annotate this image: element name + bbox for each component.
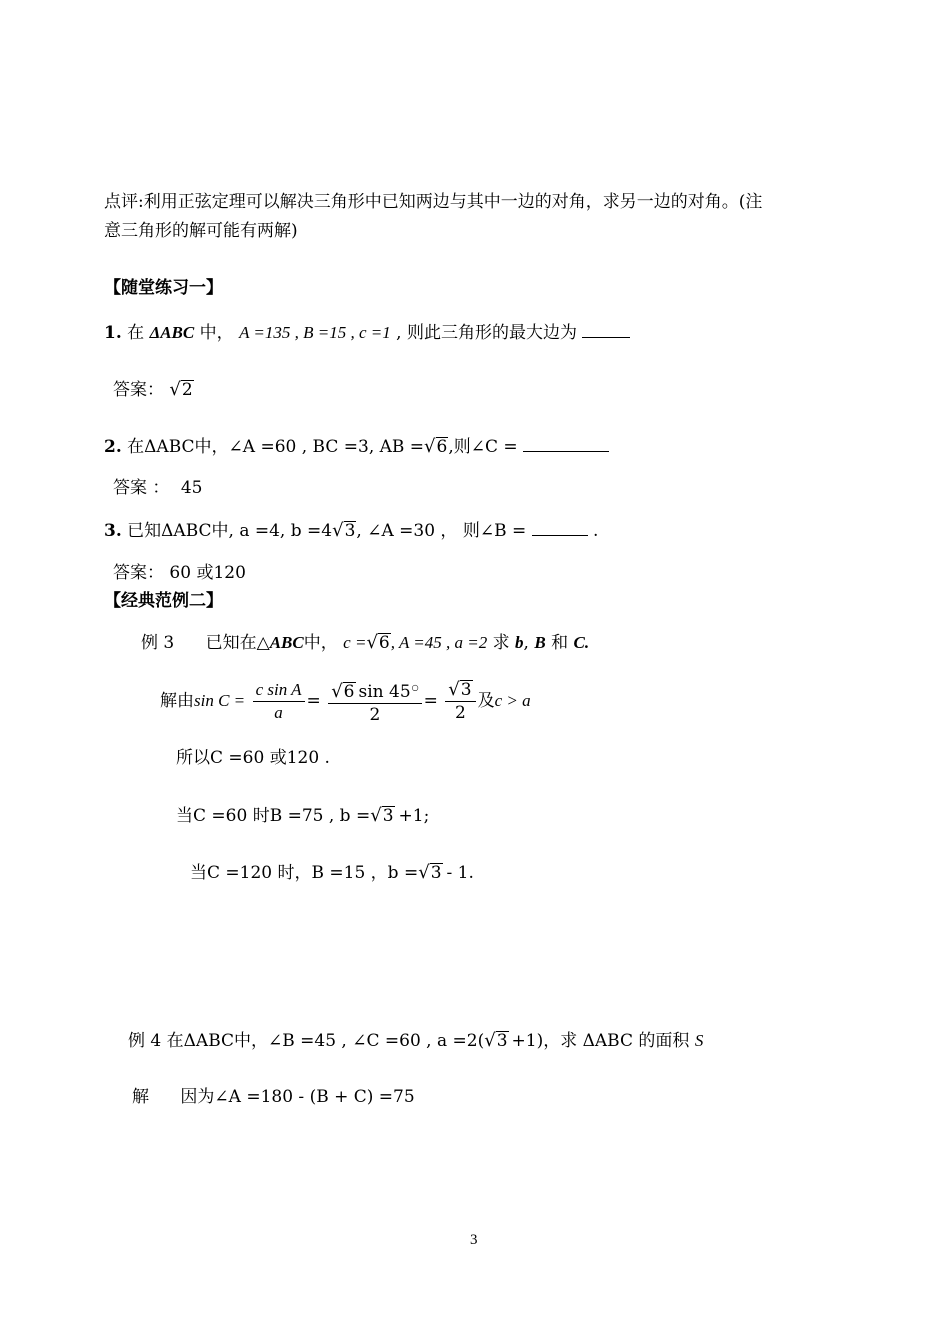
answer-blank — [582, 321, 630, 338]
example-text: 在ΔABC中，∠B =45 , ∠C =60 , a =2( — [166, 1031, 485, 1051]
exercise-text: . — [593, 521, 599, 541]
solution-3-line-1 — [160, 677, 531, 723]
exercise-text: ,则∠C = — [448, 437, 518, 457]
sqrt-sign: √ — [169, 379, 181, 400]
answer-label: 答案： — [113, 380, 164, 400]
comma: , — [523, 633, 529, 653]
example-3 — [141, 632, 589, 654]
radicand: 6 — [378, 633, 390, 653]
triangle-label: ΔABC — [149, 323, 195, 342]
fraction — [328, 677, 421, 726]
solution-3-line-4 — [190, 862, 474, 884]
exercise-number: 3. — [104, 521, 122, 541]
fraction-denominator: 2 — [455, 703, 466, 723]
sqrt-sign: √ — [332, 520, 344, 541]
fraction-denominator: 2 — [369, 705, 381, 725]
solution-text: 及 — [477, 691, 495, 711]
answer-label: 答案 ： — [113, 478, 170, 498]
radicand: 3 — [382, 806, 394, 826]
exercise-2 — [104, 435, 609, 458]
triangle-label: ABC — [269, 633, 304, 652]
fraction-numerator: c sin A — [253, 679, 305, 702]
radicand: 3 — [344, 521, 356, 541]
solution-text: 解由 — [160, 691, 194, 711]
example-condition: , A =45 , a =2 — [390, 633, 488, 652]
sqrt-sign: √ — [484, 1030, 496, 1051]
exercise-text: , ∠A =30 ， 则∠B = — [356, 521, 527, 541]
fraction-numerator: √3 — [445, 679, 475, 702]
example-label: 例 3 — [141, 633, 175, 653]
answer-label: 答案： — [113, 563, 164, 583]
section-heading-examples: 【经典范例二】 — [104, 591, 223, 611]
example-text: 求 — [492, 633, 510, 653]
sqrt-sign: √ — [370, 805, 382, 826]
answer-1 — [113, 379, 194, 401]
example-text: 已知在△ — [205, 633, 270, 653]
exercise-3 — [104, 519, 598, 542]
solution-3-line-3 — [176, 805, 429, 827]
page-number: 3 — [470, 1232, 478, 1248]
exercise-text: , 则此三角形的最大边为 — [396, 323, 577, 343]
answer-2 — [113, 477, 202, 499]
solution-3-line-2: 所以C =60 或120 . — [176, 748, 330, 768]
sqrt-sign: √ — [418, 862, 430, 883]
var-b: b — [515, 633, 524, 652]
exercise-number: 2. — [104, 437, 122, 457]
answer-3 — [113, 562, 246, 584]
exercise-text: 中， — [199, 323, 234, 343]
exercise-text: 在 — [127, 323, 145, 343]
solution-expr: sin C = — [194, 691, 246, 710]
sqrt-sign: √ — [424, 436, 436, 457]
fraction — [445, 679, 475, 724]
var-C: C. — [573, 633, 590, 652]
solution-text: - 1. — [446, 863, 474, 883]
var-B: B — [534, 633, 546, 652]
answer-value: 2 — [181, 380, 193, 400]
answer-blank — [523, 435, 609, 452]
comment-line-1: 点评:利用正弦定理可以解决三角形中已知两边与其中一边的对角，求另一边的对角。(注 — [104, 192, 763, 212]
solution-text: 当C =60 时B =75 , b = — [176, 806, 371, 826]
comment-line-2: 意三角形的解可能有两解) — [104, 221, 298, 241]
radicand: 3 — [496, 1031, 508, 1051]
solution-text: +1; — [398, 806, 430, 826]
exercise-1 — [104, 321, 630, 344]
exercise-text: 在ΔABC中，∠A =60 , BC =3, AB = — [127, 437, 425, 457]
answer-value: 45 — [180, 478, 203, 498]
example-text: 和 — [551, 633, 569, 653]
sqrt-sign: √ — [366, 632, 378, 653]
equals: = — [306, 691, 321, 711]
example-4 — [128, 1030, 703, 1052]
answer-blank — [532, 519, 588, 536]
answer-value: 60 或120 — [169, 563, 246, 583]
example-text: +1)，求 ΔABC 的面积 — [511, 1031, 690, 1051]
equals: = — [423, 691, 438, 711]
var-S: S — [694, 1031, 704, 1050]
solution-label: 解 — [132, 1087, 149, 1107]
example-label: 例 4 — [128, 1031, 162, 1051]
radicand: 6 — [436, 437, 448, 457]
exercise-text: 已知ΔABC中, a =4, b =4 — [127, 521, 333, 541]
fraction — [253, 679, 305, 724]
fraction-denominator: a — [274, 703, 283, 722]
solution-expr: c > a — [494, 691, 531, 710]
exercise-number: 1. — [104, 323, 122, 343]
example-text: 中， — [303, 633, 338, 653]
solution-text: 当C =120 时，B =15 ，b = — [190, 863, 419, 883]
radicand: 3 — [430, 863, 442, 883]
example-condition: c = — [343, 633, 367, 652]
solution-text: 因为∠A =180 - (B + C) =75 — [180, 1087, 415, 1107]
solution-4 — [132, 1086, 415, 1108]
exercise-condition: A =135 , B =15 , c =1 — [239, 323, 391, 342]
fraction-numerator: √6 sin 45○ — [328, 677, 421, 704]
section-heading-practice: 【随堂练习一】 — [104, 278, 223, 298]
